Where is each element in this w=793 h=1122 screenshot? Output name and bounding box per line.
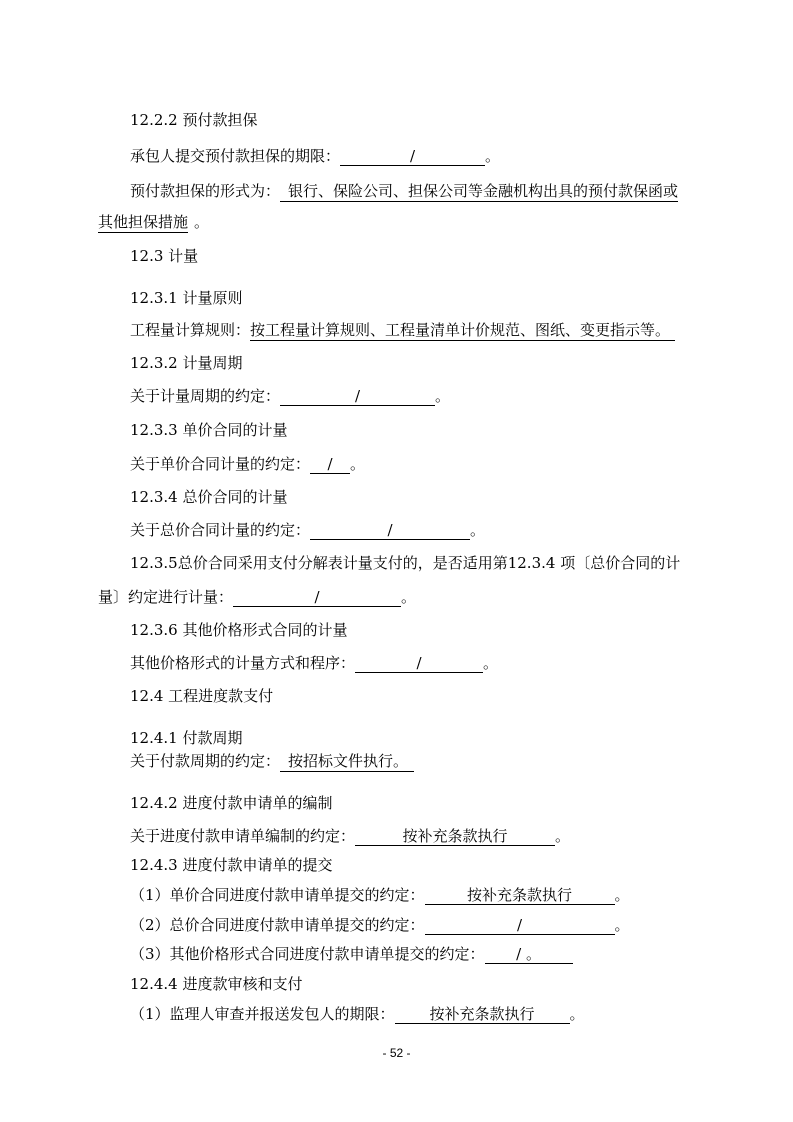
calc-rule-value: 按工程量计算规则、工程量清单计价规范、图纸、变更指示等。 <box>250 321 675 341</box>
heading-12-4-1: 12.4.1 付款周期 <box>130 729 243 747</box>
submit-1-line: （1）单价合同进度付款申请单提交的约定： 按补充条款执行 。 <box>130 886 630 904</box>
other-price-line: 其他价格形式的计量方式和程序： / 。 <box>130 654 499 672</box>
compile-blank: 按补充条款执行 <box>355 828 555 846</box>
calc-rule-line: 工程量计算规则：按工程量计算规则、工程量清单计价规范、图纸、变更指示等。 <box>130 320 675 340</box>
heading-12-3: 12.3 计量 <box>130 247 199 265</box>
submit-2-blank: / <box>425 917 615 935</box>
heading-12-3-2: 12.3.2 计量周期 <box>130 354 243 372</box>
heading-12-4-4: 12.4.4 进度款审核和支付 <box>130 975 303 993</box>
pay-period-line: 关于付款周期的约定： 按招标文件执行。 <box>130 751 414 771</box>
unit-price-blank: / <box>310 456 350 474</box>
heading-12-4-3: 12.4.3 进度付款申请单的提交 <box>130 856 333 874</box>
deposit-form-line-2: 其他担保措施 。 <box>98 213 210 231</box>
compile-line: 关于进度付款申请单编制的约定： 按补充条款执行 。 <box>130 827 571 845</box>
total-price-line: 关于总价合同计量的约定： / 。 <box>130 521 486 539</box>
heading-12-3-1: 12.3.1 计量原则 <box>130 289 243 307</box>
period-blank: / <box>280 388 435 406</box>
submit-3-line: （3）其他价格形式合同进度付款申请单提交的约定： / 。 <box>130 944 573 964</box>
total-price-blank: / <box>310 522 470 540</box>
clause-12-3-5-line-2: 量〕约定进行计量： / 。 <box>98 588 417 606</box>
heading-12-3-6: 12.3.6 其他价格形式合同的计量 <box>130 621 348 639</box>
deposit-limit-blank: / <box>340 148 485 166</box>
deposit-form-value: 银行、保险公司、担保公司等金融机构出具的预付款保函或 <box>280 182 678 202</box>
heading-12-3-3: 12.3.3 单价合同的计量 <box>130 421 288 439</box>
clause-12-3-5-blank: / <box>233 589 401 607</box>
unit-price-line: 关于单价合同计量的约定： / 。 <box>130 455 366 473</box>
deposit-limit-line: 承包人提交预付款担保的期限： / 。 <box>130 147 501 165</box>
deposit-form-value-2: 其他担保措施 <box>98 213 189 231</box>
submit-3-blank: / 。 <box>485 946 573 964</box>
heading-12-3-4: 12.3.4 总价合同的计量 <box>130 488 288 506</box>
review-1-line: （1）监理人审查并报送发包人的期限： 按补充条款执行 。 <box>130 1005 585 1023</box>
period-line: 关于计量周期的约定： / 。 <box>130 387 451 405</box>
heading-12-2-2: 12.2.2 预付款担保 <box>130 111 258 129</box>
clause-12-3-5-line-1: 12.3.5总价合同采用支付分解表计量支付的，是否适用第12.3.4 项〔总价合同的计 <box>130 554 681 572</box>
pay-period-value: 按招标文件执行。 <box>280 752 414 772</box>
other-price-blank: / <box>355 655 483 673</box>
heading-12-4-2: 12.4.2 进度付款申请单的编制 <box>130 794 333 812</box>
review-1-blank: 按补充条款执行 <box>395 1006 570 1024</box>
heading-12-4: 12.4 工程进度款支付 <box>130 687 274 705</box>
deposit-form-line: 预付款担保的形式为： 银行、保险公司、担保公司等金融机构出具的预付款保函或 <box>130 182 679 200</box>
page-number: - 52 - <box>382 1046 411 1060</box>
submit-2-line: （2）总价合同进度付款申请单提交的约定： / 。 <box>130 916 630 934</box>
submit-1-blank: 按补充条款执行 <box>425 887 615 905</box>
